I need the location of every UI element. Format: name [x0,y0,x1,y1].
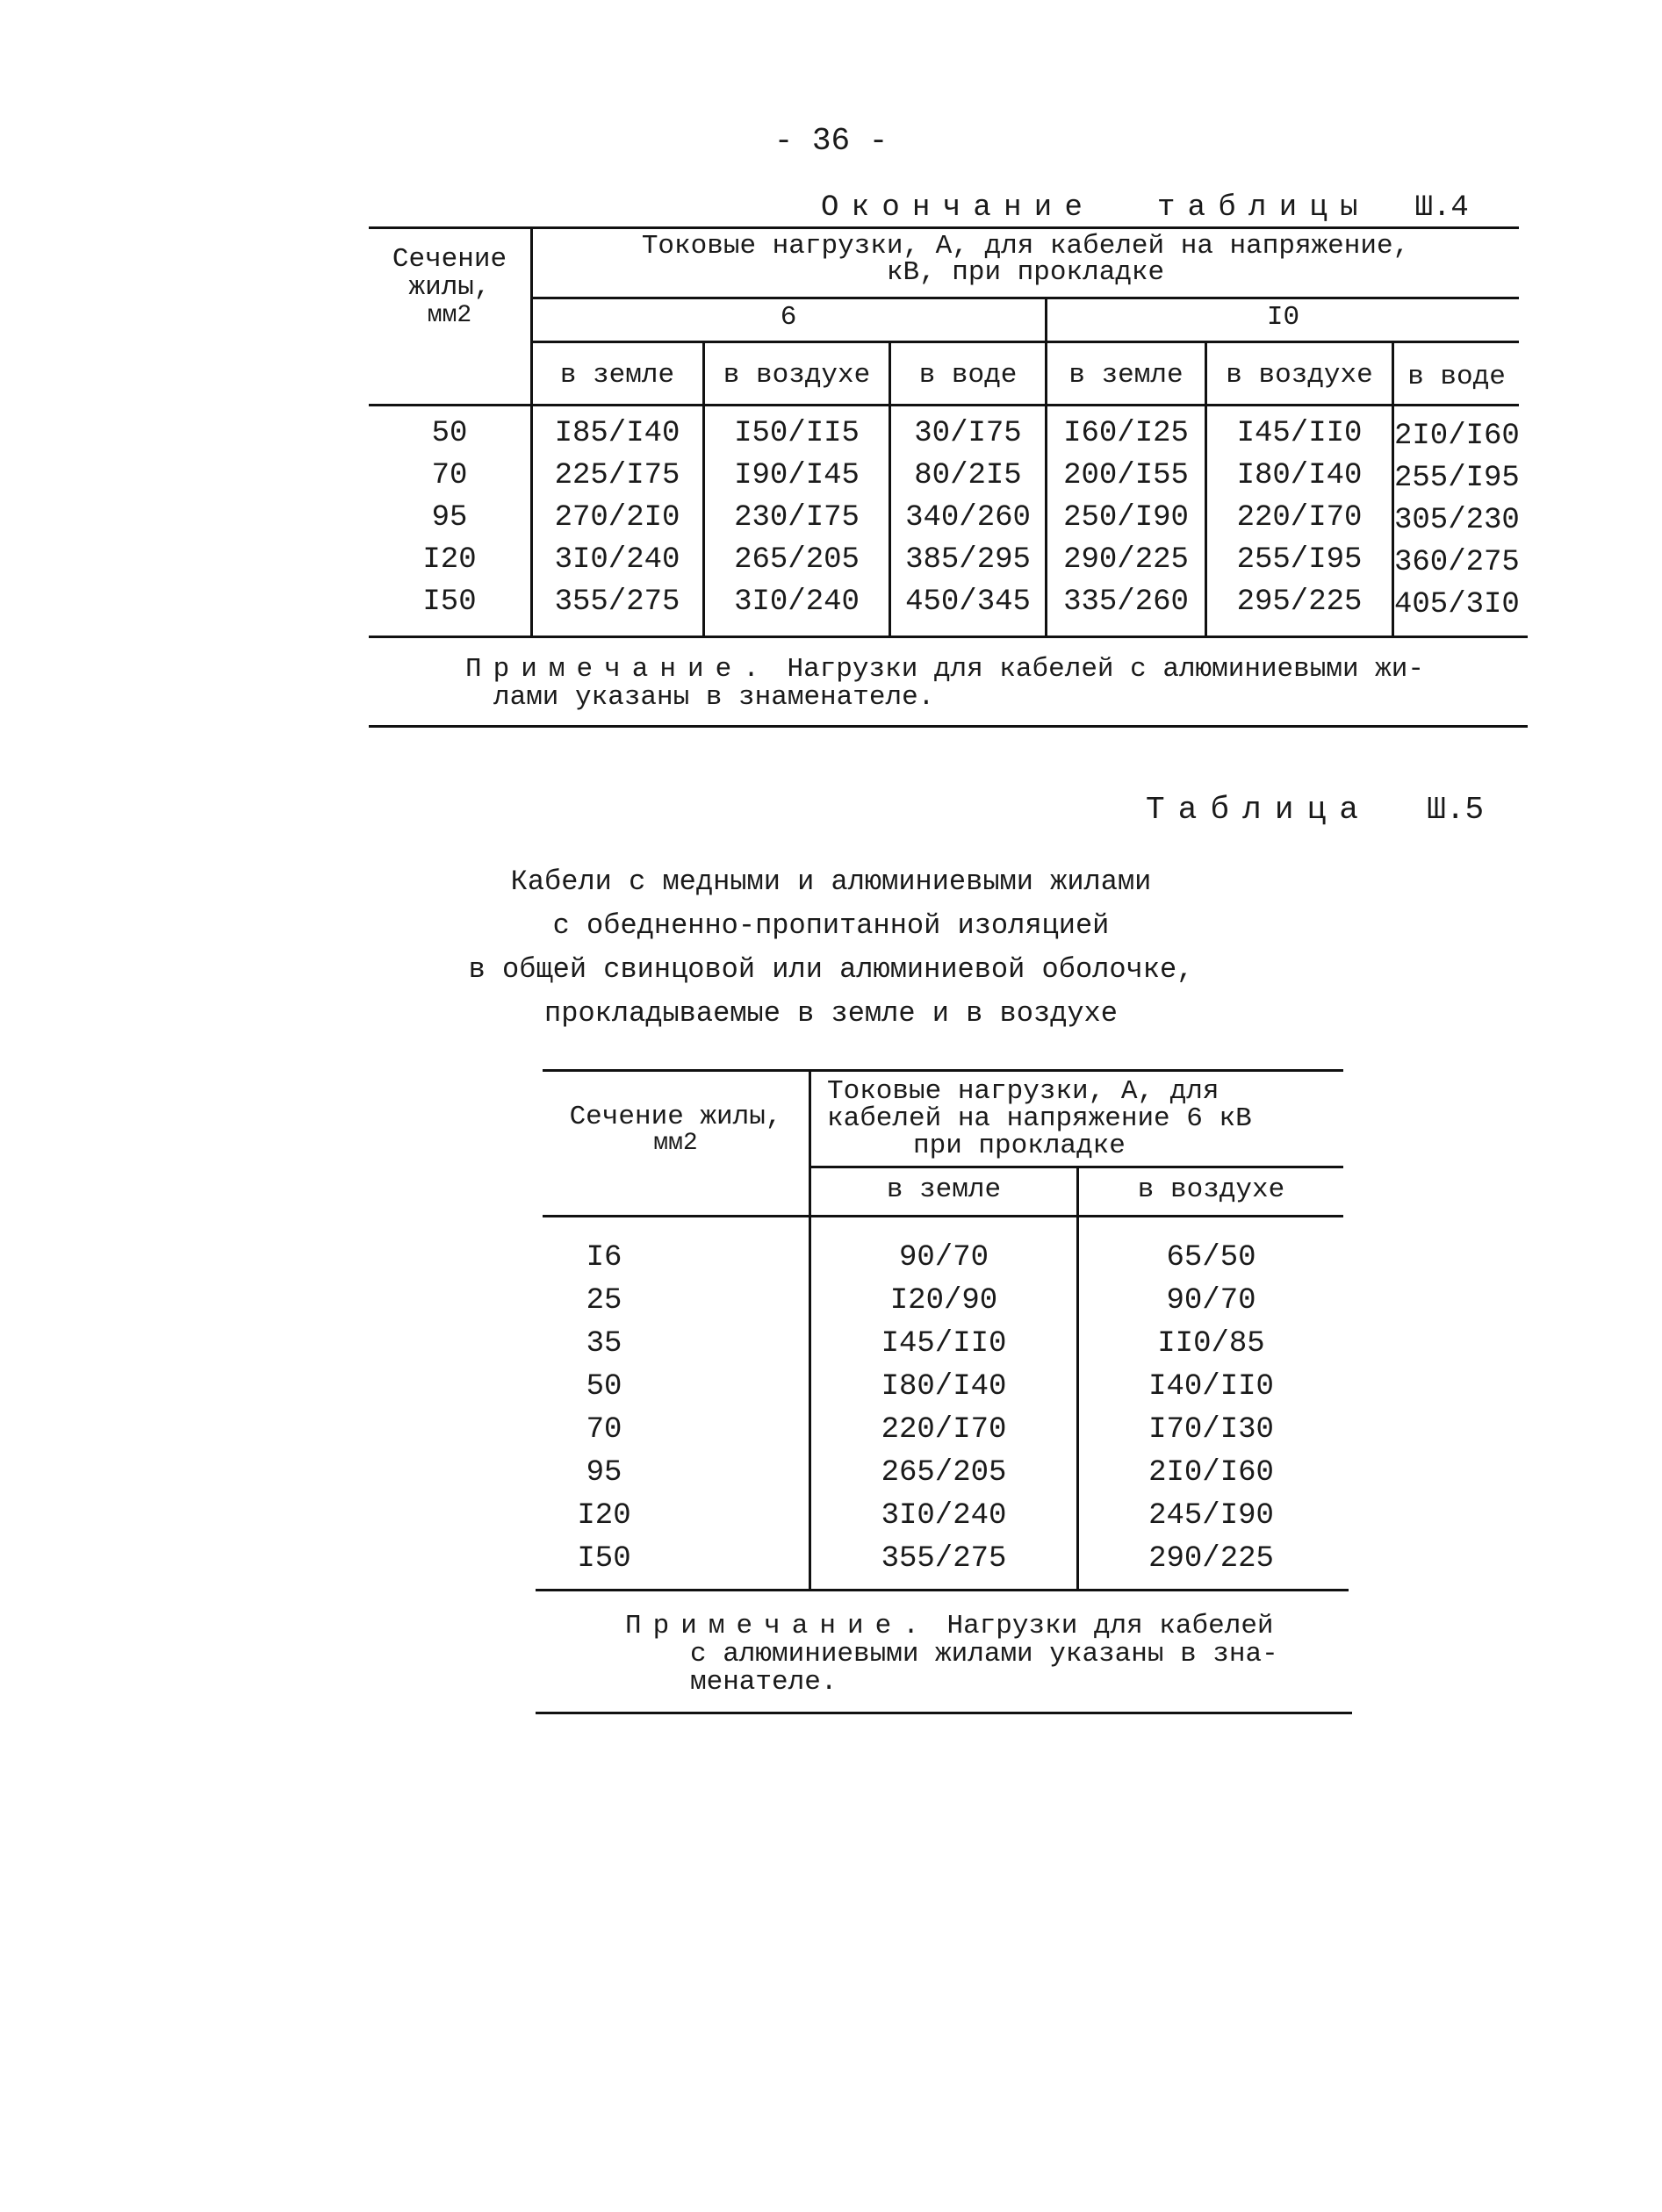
table1-cell: 295/225 [1236,585,1363,619]
table1-cell: 450/345 [905,585,1031,619]
table1-note [465,654,1424,685]
table2-cell-section: I50 [577,1542,631,1576]
table1-cell: 385/295 [905,543,1031,577]
table1-voltage-10: I0 [1266,302,1300,333]
table2-cell: 2I0/I60 [1148,1456,1274,1490]
table1-section-header-line1: Сечение [392,244,507,275]
table2-rule-bottom [536,1589,1349,1591]
table1-cell-section: 95 [431,501,468,535]
table1-subheader-6-air: в воздухе [723,360,871,391]
table1-cell: 3I0/240 [734,585,860,619]
table2-section-header [543,1104,809,1157]
table1-section-header-unit: мм2 [427,302,472,329]
table2-cell-section: 35 [586,1327,622,1361]
table2-caption-number: Ш.5 [1427,792,1485,828]
table1-cell-section: 50 [431,417,468,450]
table2-load-header-line3: при прокладке [913,1131,1126,1161]
table1-section-header-line2: жилы, [408,272,491,303]
table1-cell-section: I50 [422,585,477,619]
table1-cell: I80/I40 [1236,459,1363,492]
table2-title [0,860,1662,1036]
table1-cell: 200/I55 [1063,459,1189,492]
table2-cell: 220/I70 [881,1413,1007,1447]
table1-cell: 405/3I0 [1394,588,1520,621]
table1-caption-word2: таблицы [1156,191,1371,225]
table2-cell: I70/I30 [1148,1413,1274,1447]
table2-cell-section: 50 [586,1370,622,1404]
table1-subheader-10-air: в воздухе [1226,360,1373,391]
table1-cell: I50/II5 [734,417,860,450]
table1-rule-group [532,297,1519,299]
table1-cell: I85/I40 [554,417,680,450]
table2-cell-section: I20 [577,1499,631,1533]
table1-load-header [532,233,1519,286]
table2-rule-note [536,1712,1352,1714]
table2-subheader-air: в воздухе [1137,1174,1285,1205]
table1-cell: 355/275 [554,585,680,619]
table1-cell: 220/I70 [1236,501,1363,535]
page-number: - 36 - [773,123,889,159]
table2-load-header-line2: кабелей на напряжение 6 кВ [827,1103,1252,1134]
table2-section-header-unit: мм2 [653,1130,698,1157]
table1-cell: 250/I90 [1063,501,1189,535]
table2-cell: I20/90 [889,1284,998,1318]
table2-title-line3: в общей свинцовой или алюминиевой оболочке, [468,953,1194,986]
table2-cell: 265/205 [881,1456,1007,1490]
table2-rule-top [543,1069,1343,1072]
table2-cell: I45/II0 [881,1327,1007,1361]
table2-load-header [827,1078,1252,1160]
table2-title-line4: прокладываемые в земле и в воздухе [544,997,1118,1030]
table1-rule-note [369,725,1528,728]
table2-load-header-line1: Токовые нагрузки, А, для [827,1076,1220,1107]
table1-cell: I60/I25 [1063,417,1189,450]
table1-cell: 230/I75 [734,501,860,535]
table1-rule-header-bottom [369,404,1519,406]
table1-cell: 255/I95 [1236,543,1363,577]
table2-note-line1: Нагрузки для кабелей [946,1611,1274,1641]
table1-cell: 3I0/240 [554,543,680,577]
table2-cell: 290/225 [1148,1542,1274,1576]
table2-cell-section: 70 [586,1413,622,1447]
table2-note [625,1613,1274,1640]
table1-cell: 80/2I5 [914,459,1022,492]
table1-note-line1: Нагрузки для кабелей с алюминиевыми жи- [787,654,1424,685]
table1-cell-section: I20 [422,543,477,577]
table1-voltage-6: 6 [780,302,797,333]
table2-cell: 90/70 [1166,1284,1256,1318]
table1-cell: 340/260 [905,501,1031,535]
table2-rule-header-bottom [543,1215,1343,1217]
table1-subheader-10-water: в воде [1407,362,1506,392]
table2-cell: 355/275 [881,1542,1007,1576]
table2-cell: I40/II0 [1148,1370,1274,1404]
table1-cell: I45/II0 [1236,417,1363,450]
table2-cell: I80/I40 [881,1370,1007,1404]
table2-cell: 65/50 [1166,1241,1256,1275]
table1-cell: 270/2I0 [554,501,680,535]
table2-title-line2: с обедненно-пропитанной изоляцией [552,909,1110,942]
table1-cell: 305/230 [1394,504,1520,537]
table1-load-header-line2: кВ, при прокладке [886,257,1165,288]
table1-cell: I90/I45 [734,459,860,492]
table1-cell: 290/225 [1063,543,1189,577]
table1-subheader-6-ground: в земле [559,360,675,391]
table2-cell: 90/70 [898,1241,989,1275]
table1-rule-top [369,226,1519,229]
table1-caption-word1: Окончание [821,191,1096,225]
table1-cell: 255/I95 [1394,462,1520,495]
table1-rule-bottom [369,636,1528,638]
table1-cell: 360/275 [1394,546,1520,579]
table1-cell: 335/260 [1063,585,1189,619]
table2-cell: II0/85 [1157,1327,1265,1361]
table1-caption-number: Ш.4 [1414,191,1469,225]
table2-cell: 245/I90 [1148,1499,1274,1533]
table2-caption [1146,792,1484,828]
table2-cell-section: 25 [586,1284,622,1318]
table1-note-label: Примечание. [465,654,771,685]
table1-caption [821,191,1469,225]
table1-cell: 2I0/I60 [1394,420,1520,453]
table2-subheader-ground: в земле [886,1174,1002,1205]
table1-cell: 265/205 [734,543,860,577]
table1-cell-section: 70 [431,459,468,492]
table2-caption-word: Таблица [1146,792,1372,828]
table2-cell: 3I0/240 [881,1499,1007,1533]
table2-note-line2: с алюминиевыми жилами указаны в зна- [690,1639,1278,1670]
table1-subheader-10-ground: в земле [1068,360,1184,391]
table1-cell: 225/I75 [554,459,680,492]
table1-section-header [369,246,530,330]
table2-cell-section: I6 [586,1241,622,1275]
table1-note-line2: лами указаны в знаменателе. [493,682,935,713]
table2-note-line3: менателе. [690,1667,838,1698]
table2-section-header-line1: Сечение жилы, [569,1102,782,1132]
table2-title-line1: Кабели с медными и алюминиевыми жилами [510,865,1152,898]
table1-load-header-line1: Токовые нагрузки, А, для кабелей на напряжение, [641,231,1410,262]
table1-subheader-6-water: в воде [918,360,1018,391]
table1-rule-sub [532,341,1519,343]
table1-cell: 30/I75 [914,417,1022,450]
table2-note-label: Примечание. [625,1611,931,1641]
table2-cell-section: 95 [586,1456,622,1490]
